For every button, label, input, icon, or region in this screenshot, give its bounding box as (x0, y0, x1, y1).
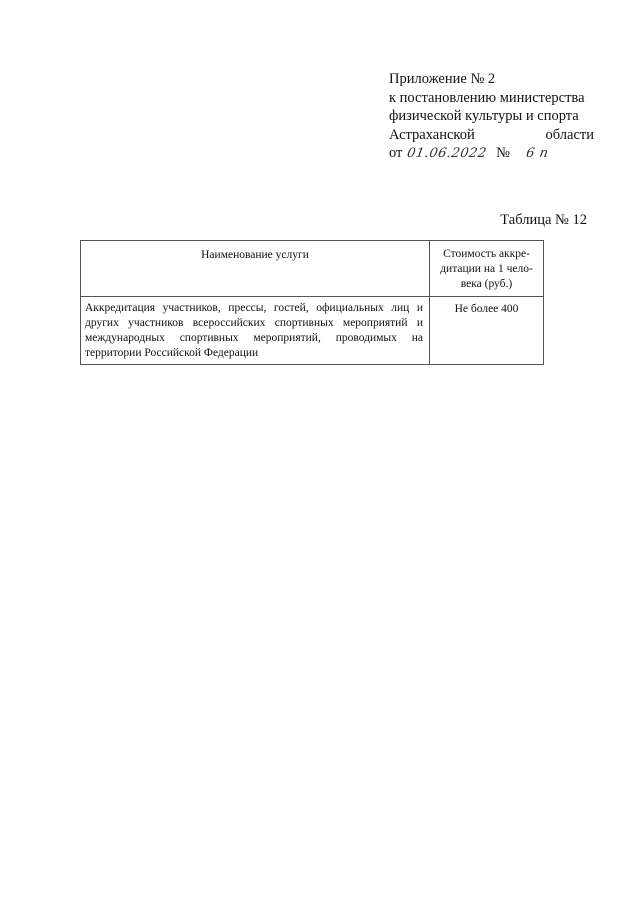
appendix-region-line (389, 126, 594, 145)
cell-price: Не более 400 (430, 297, 544, 365)
appendix-title: Приложение № 2 (389, 71, 496, 87)
appendix-region-left: Астраханской (389, 126, 475, 143)
date-prefix: от (389, 145, 403, 161)
appendix-region-right: области (545, 126, 594, 143)
appendix-block (389, 70, 594, 164)
number-label: № (496, 145, 510, 161)
header-service-name: Наименование услуги (81, 241, 430, 297)
cell-service-name: Аккредитация участников, прессы, гостей, официальных лиц и других участников всероссийских спортивных мероприятий и международных спортивных мероприятий, проводимых на территории Российской Федерации (81, 297, 430, 365)
handwritten-date: 01.06.2022 (405, 146, 488, 161)
table-row (81, 297, 544, 365)
table-header-row (81, 241, 544, 297)
appendix-ministry-line: физической культуры и спорта (389, 108, 579, 124)
table-caption: Таблица № 12 (500, 212, 587, 228)
services-table (80, 240, 544, 365)
appendix-resolution-line: к постановлению министерства (389, 89, 585, 106)
appendix-date-line (389, 144, 594, 164)
handwritten-number: 6 п (524, 146, 550, 161)
header-price: Стоимость аккре-дитации на 1 чело-века (руб.) (430, 241, 544, 297)
